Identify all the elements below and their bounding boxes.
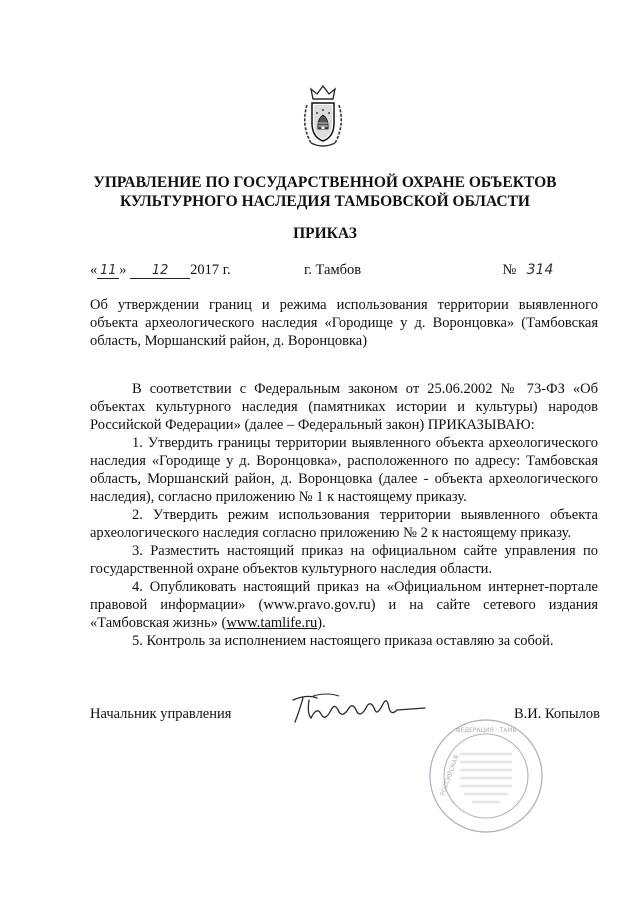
coat-of-arms-icon (299, 85, 347, 151)
svg-text:ФЕДЕРАЦИЯ · ТАМБ: ФЕДЕРАЦИЯ · ТАМБ (455, 727, 517, 734)
date-month: 12 (130, 264, 190, 279)
order-date: « 11 » 12 2017 г. (90, 262, 231, 278)
intro-paragraph: В соответствии с Федеральным законом от 25.06.2002 № 73-ФЗ «Об объектах культурного наследия (памятниках истории и культуры) народов Российской Федерации» (далее – Федеральный закон) ПРИКАЗЫВАЮ: (90, 381, 598, 433)
item-3: 3. Разместить настоящий приказ на официальном сайте управления по государственной охране объектов культурного наследия области. (90, 543, 598, 577)
order-number-value: 314 (526, 262, 554, 278)
signatory-name: В.И. Копылов (513, 706, 600, 722)
official-stamp (424, 716, 548, 836)
item-1: 1. Утвердить границы территории выявленного объекта археологического наследия «Городище у д. Воронцовка», расположенного по адресу: Тамбовская область, Моршанский район, д. Воронцовка (далее - объекта археологического наследия), согласно приложению № 1 к настоящему приказу. (90, 435, 598, 505)
order-body (90, 380, 598, 650)
order-subject: Об утверждении границ и режима использования территории выявленного объекта археологического наследия «Городище у д. Воронцовка» (Тамбовская область, Моршанский район, д. Воронцовка) (90, 297, 598, 349)
document-type: ПРИКАЗ (293, 225, 357, 242)
date-day: 11 (97, 264, 119, 279)
svg-text:РОССИЙСКАЯ: РОССИЙСКАЯ (439, 754, 461, 797)
handwritten-signature (287, 688, 427, 728)
signatory-position: Начальник управления (90, 706, 232, 722)
org-line-1: УПРАВЛЕНИЕ ПО ГОСУДАРСТВЕННОЙ ОХРАНЕ ОБЪЕКТОВ (93, 174, 557, 191)
order-city: г. Тамбов (304, 262, 362, 278)
item-5: 5. Контроль за исполнением настоящего приказа оставляю за собой. (132, 633, 554, 649)
order-number: № 314 (503, 262, 560, 279)
tamlife-link[interactable]: www.tamlife.ru (226, 615, 318, 631)
org-line-2: КУЛЬТУРНОГО НАСЛЕДИЯ ТАМБОВСКОЙ ОБЛАСТИ (120, 193, 530, 210)
item-4: 4. Опубликовать настоящий приказ на «Официальном интернет-портале правовой информации» (www.pravo.gov.ru) и на сайте сетевого издания «Тамбовская жизнь» (www.tamlife.ru). (90, 579, 598, 631)
organization-name (90, 173, 560, 211)
item-2: 2. Утвердить режим использования территории выявленного объекта археологического наследия согласно приложению № 2 к настоящему приказу. (90, 507, 598, 541)
date-line (90, 262, 560, 284)
date-year: 2017 г. (190, 262, 231, 278)
